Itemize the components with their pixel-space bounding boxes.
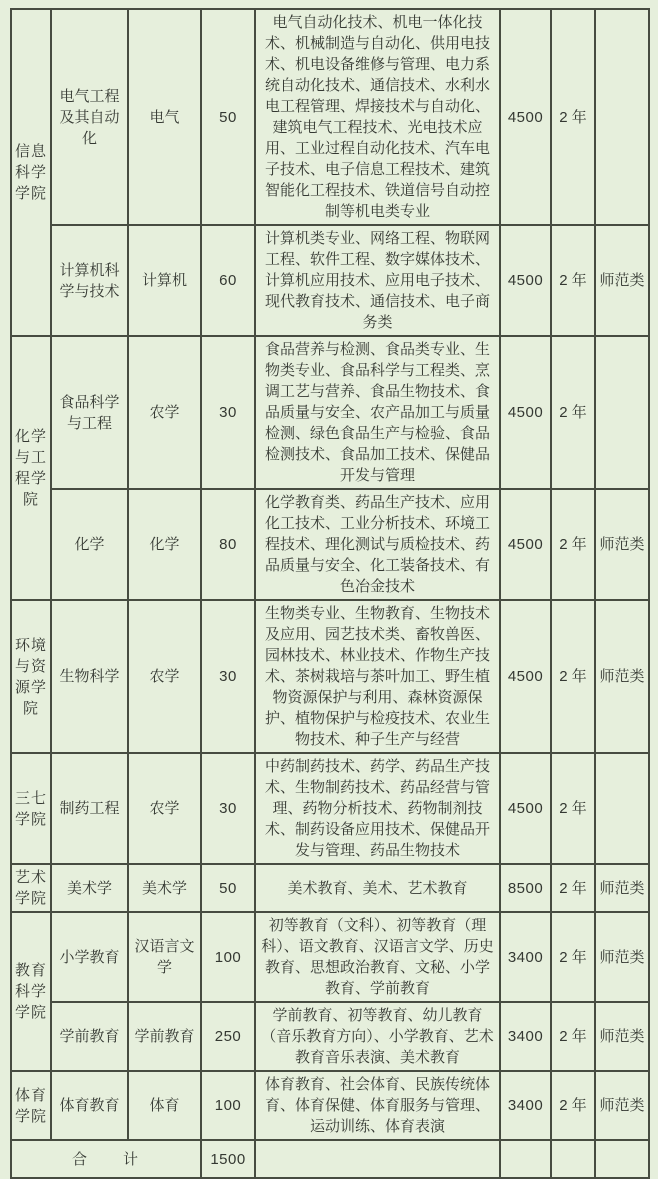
fee-cell: 4500 [500, 753, 551, 864]
count-cell: 80 [201, 489, 255, 600]
category-cell: 农学 [128, 600, 201, 753]
fee-cell: 4500 [500, 9, 551, 225]
note-cell: 师范类 [595, 225, 649, 336]
table-row [11, 336, 649, 489]
programs-cell: 电气自动化技术、机电一体化技术、机械制造与自动化、供用电技术、机电设备维修与管理、电力系统自动化技术、通信技术、水利水电工程管理、焊接技术与自动化、建筑电气工程技术、光电技术应用、工业过程自动化技术、汽车电子技术、电子信息工程技术、建筑智能化工程技术、铁道信号自动控制等机电类专业 [255, 9, 500, 225]
note-cell [595, 336, 649, 489]
major-cell: 小学教育 [51, 912, 128, 1002]
note-cell [595, 9, 649, 225]
duration-cell: 2 年 [551, 600, 595, 753]
category-cell: 计算机 [128, 225, 201, 336]
note-cell [595, 753, 649, 864]
duration-cell: 2 年 [551, 489, 595, 600]
count-cell: 100 [201, 1071, 255, 1140]
programs-cell: 生物类专业、生物教育、生物技术及应用、园艺技术类、畜牧兽医、园林技术、林业技术、作物生产技术、茶树栽培与茶叶加工、野生植物资源保护与利用、森林资源保护、植物保护与检疫技术、农业生物技术、种子生产与经营 [255, 600, 500, 753]
duration-cell: 2 年 [551, 9, 595, 225]
duration-cell: 2 年 [551, 753, 595, 864]
fee-cell: 4500 [500, 600, 551, 753]
major-cell: 电气工程及其自动化 [51, 9, 128, 225]
programs-cell: 计算机类专业、网络工程、物联网工程、软件工程、数字媒体技术、计算机应用技术、应用电子技术、现代教育技术、通信技术、电子商务类 [255, 225, 500, 336]
category-cell: 农学 [128, 753, 201, 864]
programs-cell: 中药制药技术、药学、药品生产技术、生物制药技术、药品经营与管理、药物分析技术、药物制剂技术、制药设备应用技术、保健品开发与管理、药品生物技术 [255, 753, 500, 864]
empty-note-cell [595, 1140, 649, 1178]
table-row [11, 912, 649, 1002]
major-cell: 学前教育 [51, 1002, 128, 1071]
fee-cell: 4500 [500, 489, 551, 600]
programs-cell: 食品营养与检测、食品类专业、生物类专业、食品科学与工程类、烹调工艺与营养、食品生物技术、食品质量与安全、农产品加工与质量检测、绿色食品生产与检验、食品检测技术、食品加工技术、保健品开发与管理 [255, 336, 500, 489]
count-cell: 60 [201, 225, 255, 336]
major-cell: 化学 [51, 489, 128, 600]
count-cell: 250 [201, 1002, 255, 1071]
count-cell: 30 [201, 600, 255, 753]
major-cell: 计算机科学与技术 [51, 225, 128, 336]
category-cell: 化学 [128, 489, 201, 600]
count-cell: 50 [201, 864, 255, 912]
empty-fee-cell [500, 1140, 551, 1178]
table-row [11, 1071, 649, 1140]
enrollment-table [10, 8, 650, 1179]
count-cell: 30 [201, 336, 255, 489]
duration-cell: 2 年 [551, 336, 595, 489]
college-cell: 教育科学学院 [11, 912, 51, 1071]
category-cell: 美术学 [128, 864, 201, 912]
note-cell: 师范类 [595, 600, 649, 753]
programs-cell: 初等教育（文科）、初等教育（理科）、语文教育、汉语言文学、历史教育、思想政治教育、文秘、小学教育、学前教育 [255, 912, 500, 1002]
fee-cell: 8500 [500, 864, 551, 912]
major-cell: 食品科学与工程 [51, 336, 128, 489]
total-label-cell: 合 计 [11, 1140, 201, 1178]
note-cell: 师范类 [595, 1002, 649, 1071]
empty-duration-cell [551, 1140, 595, 1178]
major-cell: 制药工程 [51, 753, 128, 864]
college-cell: 体育学院 [11, 1071, 51, 1140]
major-cell: 体育教育 [51, 1071, 128, 1140]
college-cell: 环境与资源学院 [11, 600, 51, 753]
programs-cell: 美术教育、美术、艺术教育 [255, 864, 500, 912]
note-cell: 师范类 [595, 864, 649, 912]
total-count-cell: 1500 [201, 1140, 255, 1178]
duration-cell: 2 年 [551, 864, 595, 912]
fee-cell: 3400 [500, 1002, 551, 1071]
total-row [11, 1140, 649, 1178]
duration-cell: 2 年 [551, 1071, 595, 1140]
college-cell: 三七学院 [11, 753, 51, 864]
table-row [11, 753, 649, 864]
programs-cell: 体育教育、社会体育、民族传统体育、体育保健、体育服务与管理、运动训练、体育表演 [255, 1071, 500, 1140]
duration-cell: 2 年 [551, 225, 595, 336]
count-cell: 100 [201, 912, 255, 1002]
category-cell: 农学 [128, 336, 201, 489]
programs-cell: 学前教育、初等教育、幼儿教育（音乐教育方向）、小学教育、艺术教育音乐表演、美术教育 [255, 1002, 500, 1071]
count-cell: 50 [201, 9, 255, 225]
programs-cell: 化学教育类、药品生产技术、应用化工技术、工业分析技术、环境工程技术、理化测试与质检技术、药品质量与安全、化工装备技术、有色冶金技术 [255, 489, 500, 600]
note-cell: 师范类 [595, 489, 649, 600]
college-cell: 艺术学院 [11, 864, 51, 912]
category-cell: 学前教育 [128, 1002, 201, 1071]
fee-cell: 3400 [500, 912, 551, 1002]
duration-cell: 2 年 [551, 912, 595, 1002]
fee-cell: 4500 [500, 225, 551, 336]
table-row [11, 1002, 649, 1071]
table-row [11, 489, 649, 600]
category-cell: 电气 [128, 9, 201, 225]
table-row [11, 9, 649, 225]
note-cell: 师范类 [595, 1071, 649, 1140]
fee-cell: 4500 [500, 336, 551, 489]
major-cell: 美术学 [51, 864, 128, 912]
duration-cell: 2 年 [551, 1002, 595, 1071]
table-row [11, 225, 649, 336]
empty-programs-cell [255, 1140, 500, 1178]
count-cell: 30 [201, 753, 255, 864]
category-cell: 汉语言文学 [128, 912, 201, 1002]
table-row [11, 600, 649, 753]
major-cell: 生物科学 [51, 600, 128, 753]
college-cell: 信息科学学院 [11, 9, 51, 336]
note-cell: 师范类 [595, 912, 649, 1002]
college-cell: 化学与工程学院 [11, 336, 51, 600]
fee-cell: 3400 [500, 1071, 551, 1140]
category-cell: 体育 [128, 1071, 201, 1140]
table-row [11, 864, 649, 912]
